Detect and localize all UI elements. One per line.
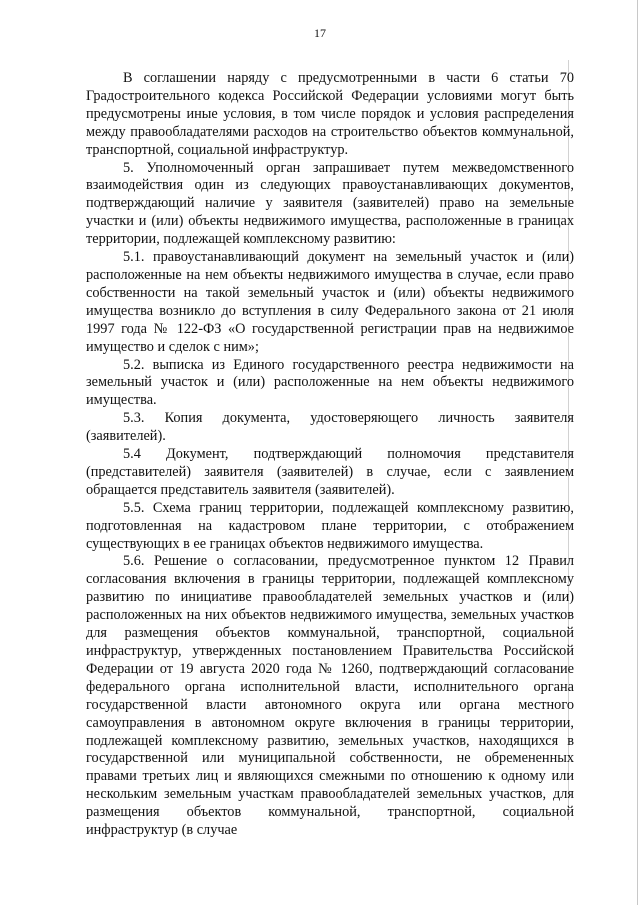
- paragraph-agreement-conditions: В соглашении наряду с предусмотренными в части 6 статьи 70 Градостроительного кодекса Российской Федерации условиями могут быть предусмотрены иные условия, в том числе порядок и условия распределения между правообладателями расходов на строительство объектов коммунальной, транспортной, социальной инфраструктур.: [86, 70, 574, 158]
- paragraph-5-1: 5.1. правоустанавливающий документ на земельный участок и (или) расположенные на нем объекты недвижимого имущества в случае, если право собственности на такой земельный участок и (или) объекты недвижимого имущества возникло до вступления в силу Федерального закона от 21 июля 1997 года № 122-ФЗ «О государственной регистрации прав на недвижимое имущество и сделок с ним»;: [86, 249, 574, 355]
- paragraph-5-6: 5.6. Решение о согласовании, предусмотренное пунктом 12 Правил согласования включения в границы территории, подлежащей комплексному развитию по инициативе правообладателей земельных участков и (или) расположенных на них объектов недвижимого имущества, земельных участков для размещения объектов коммунальной, транспортной, социальной инфраструктур, утвержденных постановлением Правительства Российской Федерации от 19 августа 2020 года № 1260, подтверждающий согласование федерального органа исполнительной власти, исполнительного органа государственной власти автономного округа или органа местного самоуправления в автономном округе включения в границы территории, подлежащей комплексному развитию, земельных участков, находящихся в государственной или муниципальной собственности, не обремененных правами третьих лиц и являющихся смежными по отношению к одному или нескольким земельным участкам правообладателей земельных участков, для размещения объектов коммунальной, транспортной, социальной инфраструктур (в случае: [86, 553, 574, 839]
- paragraph-5-2: 5.2. выписка из Единого государственного реестра недвижимости на земельный участок и (или) расположенные на нем объекты недвижимого имущества.: [86, 356, 574, 409]
- scan-edge: [637, 0, 638, 905]
- page-number: 17: [314, 26, 326, 40]
- paragraph-5-5: 5.5. Схема границ территории, подлежащей комплексному развитию, подготовленная на кадастровом плане территории, с отображением существующих в ее границах объектов недвижимого имущества.: [86, 499, 574, 552]
- paragraph-5-3: 5.3. Копия документа, удостоверяющего личность заявителя (заявителей).: [86, 410, 574, 445]
- document-body: [86, 70, 574, 840]
- paragraph-5-4: 5.4 Документ, подтверждающий полномочия представителя (представителей) заявителя (заявителей) в случае, если с заявлением обращается представитель заявителя (заявителей).: [86, 446, 574, 498]
- paragraph-5: 5. Уполномоченный орган запрашивает путем межведомственного взаимодействия один из следующих правоустанавливающих документов, подтверждающий наличие у заявителя (заявителей) право на земельные участки и (или) объекты недвижимого имущества, расположенные в границах территории, подлежащей комплексному развитию:: [86, 159, 574, 248]
